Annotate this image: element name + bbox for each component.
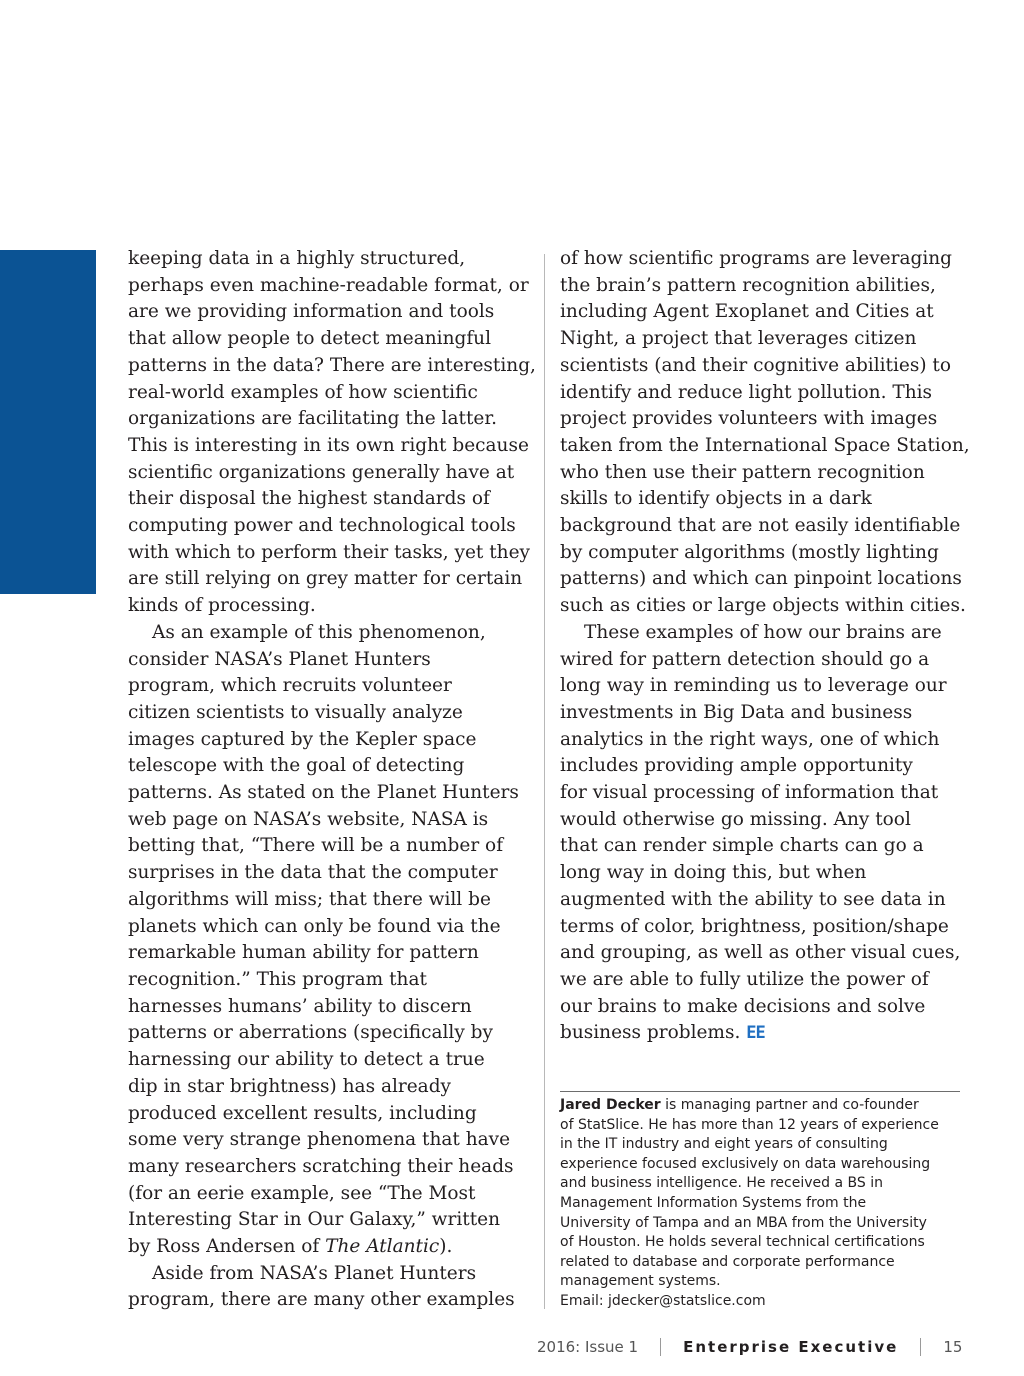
text-line: images captured by the Kepler space (128, 728, 477, 750)
text-line: algorithms will miss; that there will be (128, 888, 491, 910)
bio-line: University of Tampa and an MBA from the University (560, 1214, 927, 1231)
citation-suffix: ). (439, 1236, 453, 1258)
paragraph-start-line: As an example of this phenomenon, (152, 621, 486, 643)
bio-line: related to database and corporate performance (560, 1253, 895, 1270)
text-line: that allow people to detect meaningful (128, 328, 492, 350)
text-line: would otherwise go missing. Any tool (560, 808, 911, 830)
bio-divider (560, 1091, 960, 1092)
text-line: citizen scientists to visually analyze (128, 701, 463, 723)
bio-line: experience focused exclusively on data warehousing (560, 1155, 931, 1172)
text-line: business problems. (560, 1022, 747, 1044)
text-line: are we providing information and tools (128, 301, 495, 323)
text-line: investments in Big Data and business (560, 701, 913, 723)
text-line: program, there are many other examples (128, 1289, 515, 1311)
text-line: long way in doing this, but when (560, 862, 867, 884)
text-line: web page on NASA’s website, NASA is (128, 808, 489, 830)
text-line: the brain’s pattern recognition abilities, (560, 274, 936, 296)
bio-line: of StatSlice. He has more than 12 years of experience (560, 1116, 939, 1133)
text-line: real-world examples of how scientific (128, 381, 478, 403)
page-number: 15 (943, 1338, 963, 1356)
text-line: who then use their pattern recognition (560, 461, 925, 483)
text-line: background that are not easily identifiable (560, 515, 961, 537)
citation-line (128, 1234, 533, 1261)
text-line: consider NASA’s Planet Hunters (128, 648, 431, 670)
column-divider (544, 254, 545, 1309)
citation-prefix: by Ross Andersen of (128, 1236, 326, 1258)
text-line: taken from the International Space Station, (560, 434, 970, 456)
text-line: surprises in the data that the computer (128, 862, 498, 884)
text-line: such as cities or large objects within cities. (560, 595, 966, 617)
text-line: are still relying on grey matter for certain (128, 568, 523, 590)
text-line: (for an eerie example, see “The Most (128, 1182, 476, 1204)
text-line: recognition.” This program that (128, 968, 427, 990)
footer-separator (660, 1338, 661, 1356)
text-line: organizations are facilitating the latter. (128, 408, 498, 430)
text-line: harnessing our ability to detect a true (128, 1049, 485, 1071)
text-line: betting that, “There will be a number of (128, 835, 504, 857)
text-line: patterns or aberrations (specifically by (128, 1022, 493, 1044)
text-line: of how scientific programs are leveraging (560, 248, 953, 269)
text-line: program, which recruits volunteer (128, 675, 452, 697)
text-line: patterns. As stated on the Planet Hunters (128, 782, 519, 804)
citation-publication: The Atlantic (325, 1236, 440, 1258)
footer-separator (920, 1338, 921, 1356)
bio-line: management systems. (560, 1273, 721, 1290)
text-line: planets which can only be found via the (128, 915, 501, 937)
bio-line: is managing partner and co-founder (660, 1097, 919, 1113)
article-column-left (128, 246, 536, 1314)
text-line: project provides volunteers with images (560, 408, 938, 430)
final-line (560, 1020, 970, 1047)
bio-line: of Houston. He holds several technical certifications (560, 1234, 925, 1251)
text-line: patterns) and which can pinpoint locations (560, 568, 962, 590)
text-line: scientists (and their cognitive abilities) to (560, 354, 952, 376)
text-line: scientific organizations generally have at (128, 461, 515, 483)
text-line: by computer algorithms (mostly lighting (560, 541, 939, 563)
text-line: some very strange phenomena that have (128, 1129, 511, 1151)
text-line: analytics in the right ways, one of which (560, 728, 940, 750)
text-line: that can render simple charts can go a (560, 835, 924, 857)
end-of-article-mark: EE (746, 1023, 765, 1044)
text-line: remarkable human ability for pattern (128, 942, 479, 964)
text-line: harnesses humans’ ability to discern (128, 995, 472, 1017)
issue-label: 2016: Issue 1 (537, 1338, 639, 1356)
text-line: wired for pattern detection should go a (560, 648, 930, 670)
text-line: Night, a project that leverages citizen (560, 328, 917, 350)
text-line: terms of color, brightness, position/shape (560, 915, 949, 937)
text-line: kinds of processing. (128, 595, 316, 617)
text-line: many researchers scratching their heads (128, 1155, 514, 1177)
bio-line: and business intelligence. He received a BS in (560, 1175, 883, 1192)
page-footer (537, 1336, 962, 1358)
text-line: computing power and technological tools (128, 515, 516, 537)
text-line: and grouping, as well as other visual cues, (560, 942, 961, 964)
text-line: produced excellent results, including (128, 1102, 477, 1124)
text-line: dip in star brightness) has already (128, 1075, 452, 1097)
text-line: perhaps even machine-readable format, or (128, 274, 529, 296)
text-line: includes providing ample opportunity (560, 755, 913, 777)
author-email: Email: jdecker@statslice.com (560, 1292, 766, 1309)
paragraph-start-line: These examples of how our brains are (584, 621, 942, 643)
text-line: identify and reduce light pollution. This (560, 381, 933, 403)
text-line: with which to perform their tasks, yet they (128, 541, 530, 563)
text-line: including Agent Exoplanet and Cities at (560, 301, 934, 323)
text-line: keeping data in a highly structured, (128, 248, 466, 269)
text-line: This is interesting in its own right because (128, 434, 529, 456)
text-line: patterns in the data? There are interesting, (128, 354, 536, 376)
text-line: telescope with the goal of detecting (128, 755, 465, 777)
text-line: our brains to make decisions and solve (560, 995, 926, 1017)
bio-line: in the IT industry and eight years of consulting (560, 1136, 888, 1153)
text-line: their disposal the highest standards of (128, 488, 490, 510)
text-line: skills to identify objects in a dark (560, 488, 872, 510)
section-color-tab (0, 250, 96, 594)
text-line: for visual processing of information that (560, 782, 939, 804)
author-bio (560, 1096, 960, 1312)
paragraph-start-line: Aside from NASA’s Planet Hunters (152, 1262, 477, 1284)
text-line: augmented with the ability to see data in (560, 888, 946, 910)
author-name: Jared Decker (560, 1097, 661, 1113)
text-line: long way in reminding us to leverage our (560, 675, 947, 697)
bio-line: Management Information Systems from the (560, 1194, 867, 1211)
magazine-title: Enterprise Executive (683, 1338, 899, 1356)
text-line: we are able to fully utilize the power of (560, 968, 929, 990)
text-line: Interesting Star in Our Galaxy,” written (128, 1209, 500, 1231)
article-column-right (560, 246, 970, 1047)
